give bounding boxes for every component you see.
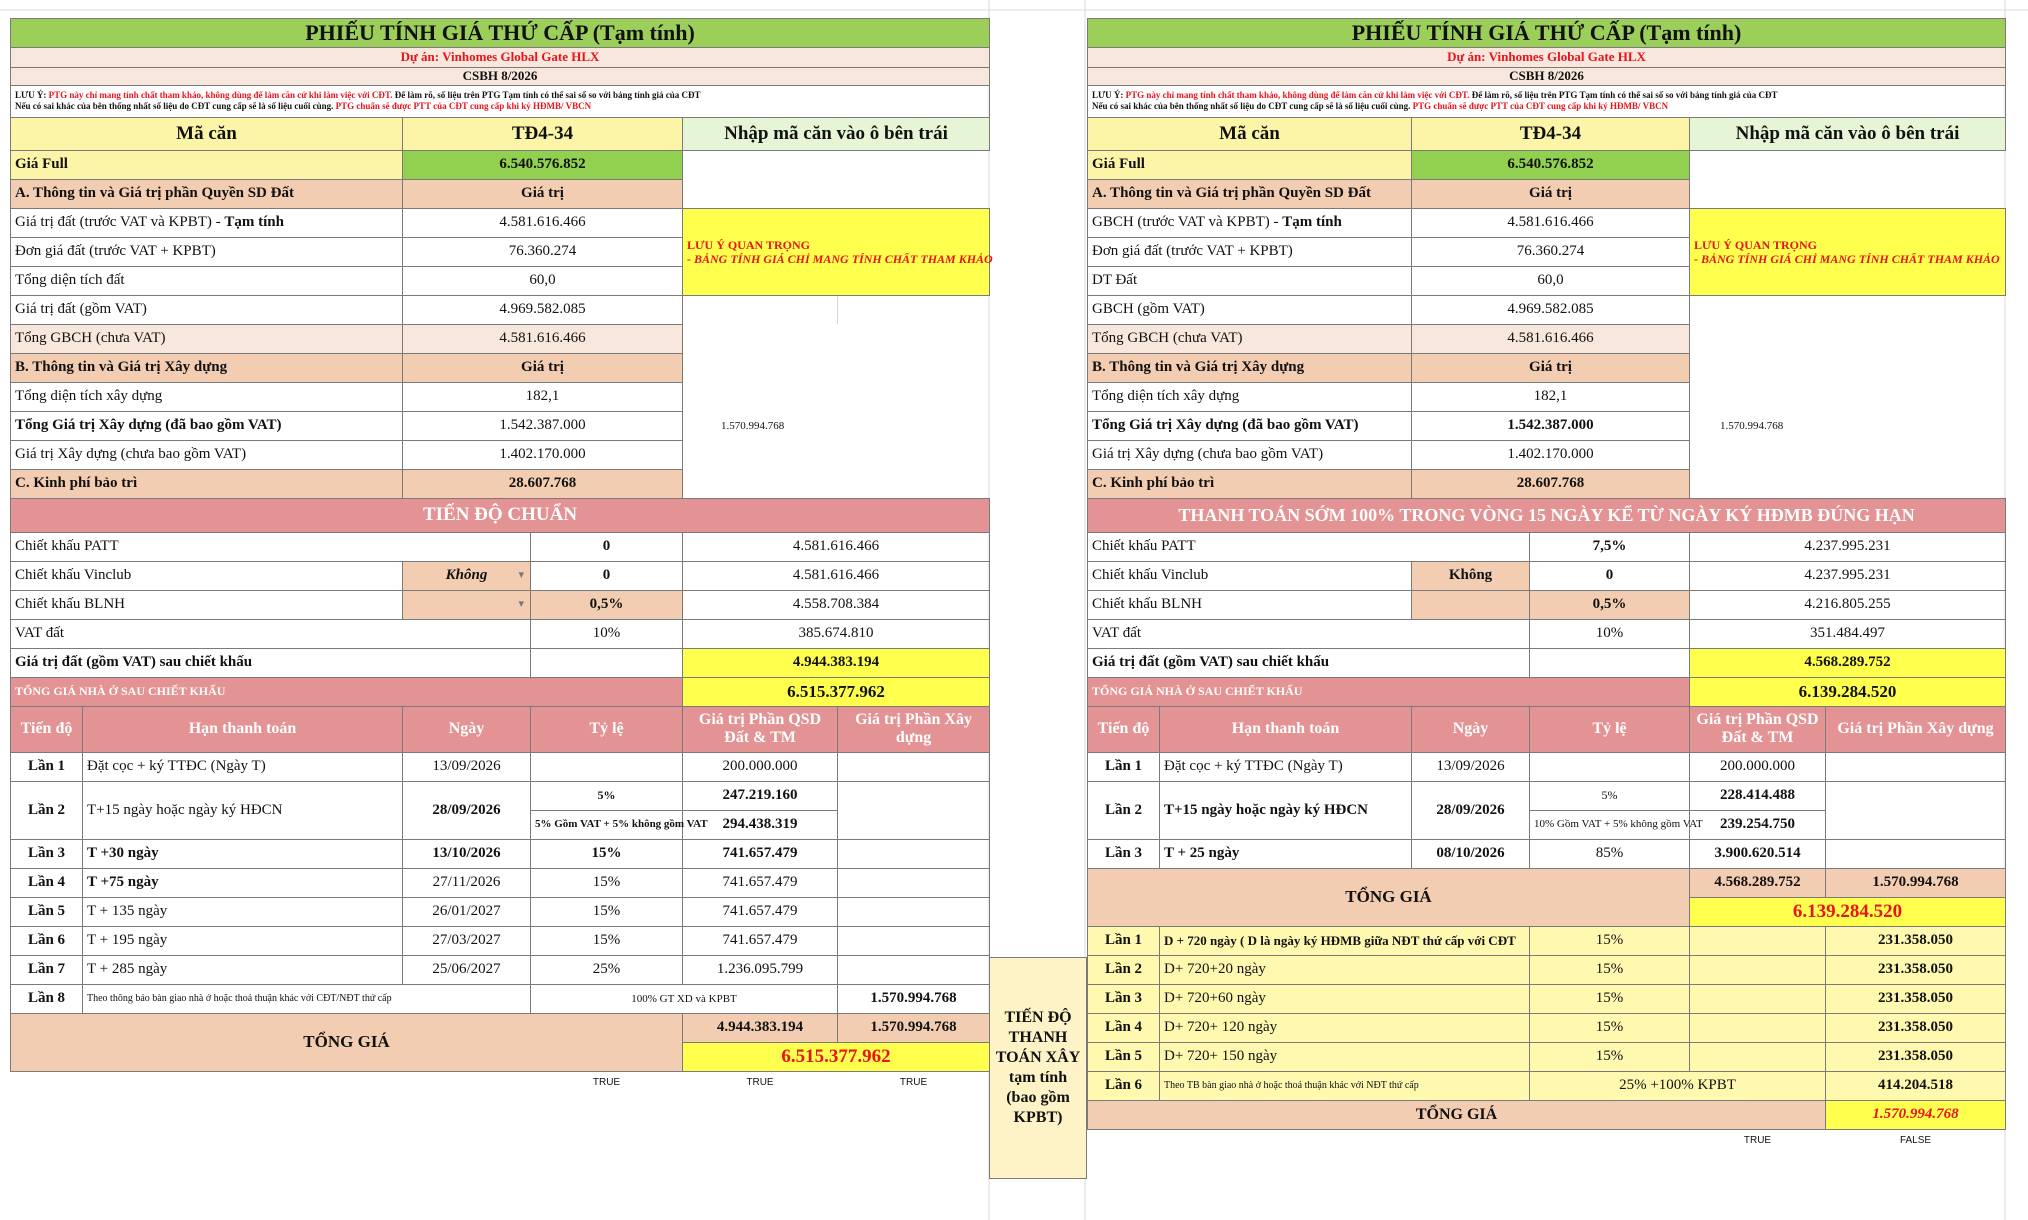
build-installment-no: Lần 1 — [1088, 926, 1160, 955]
installment-date: 13/09/2026 — [403, 752, 531, 781]
left-price-sheet — [10, 0, 993, 1093]
installment-term: T+15 ngày hoặc ngày ký HĐCN — [1160, 781, 1412, 839]
installment-land: 741.657.479 — [683, 926, 838, 955]
installment-term: T + 25 ngày — [1160, 839, 1412, 868]
build-installment-value: 231.358.050 — [1826, 926, 2006, 955]
discount-rate: 0 — [1530, 561, 1690, 590]
installment-date: 28/09/2026 — [403, 781, 531, 839]
b-row-label: Tổng Giá trị Xây dựng (đã bao gồm VAT) — [11, 411, 403, 440]
installment-land: 1.236.095.799 — [683, 955, 838, 984]
b-row-value: 1.402.170.000 — [1412, 440, 1690, 469]
project-name: Dự án: Vinhomes Global Gate HLX — [1088, 47, 2006, 67]
ma-can-hint: Nhập mã căn vào ô bên trái — [1690, 117, 2006, 150]
schedule-header: Tiến độ — [11, 706, 83, 752]
build-installment-term: Theo TB bàn giao nhà ở hoặc thoả thuận khác với NĐT thứ cấp — [1160, 1071, 1530, 1100]
installment-land: 239.254.750 — [1690, 810, 1826, 839]
section-a-heading: A. Thông tin và Giá trị phần Quyền SD Đất — [1088, 179, 1412, 208]
installment-rate: 10% Gồm VAT + 5% không gồm VAT — [1530, 810, 1690, 839]
a-row-label: DT Đất — [1088, 266, 1412, 295]
after-discount-value: 4.944.383.194 — [683, 648, 990, 677]
discount-label: VAT đất — [11, 619, 531, 648]
discount-value: 4.581.616.466 — [683, 532, 990, 561]
build-installment-rate: 15% — [1530, 955, 1690, 984]
schedule-header: Giá trị Phần Xây dựng — [838, 706, 990, 752]
ma-can-input[interactable]: TĐ4-34 — [403, 117, 683, 150]
a-row-value: 4.969.582.085 — [1412, 295, 1690, 324]
schedule-header: Giá trị Phần Xây dựng — [1826, 706, 2006, 752]
installment-no: Lần 1 — [1088, 752, 1160, 781]
installment-date: 28/09/2026 — [1412, 781, 1530, 839]
important-note: LƯU Ý QUAN TRỌNG - BẢNG TÍNH GIÁ CHỈ MANG TÍNH CHẤT THAM KHẢO — [683, 208, 990, 295]
installment-rate: 5% — [1530, 781, 1690, 810]
build-installment-no: Lần 5 — [1088, 1042, 1160, 1071]
project-name: Dự án: Vinhomes Global Gate HLX — [11, 47, 990, 67]
schedule-header: Tỷ lệ — [1530, 706, 1690, 752]
csbh-label: CSBH 8/2026 — [11, 67, 990, 85]
a-row-label: GBCH (trước VAT và KPBT) - Tạm tính — [1088, 208, 1412, 237]
a-row-value: 60,0 — [1412, 266, 1690, 295]
disclaimer-note: LƯU Ý: PTG này chỉ mang tính chất tham khảo, không dùng để làm căn cứ khi làm việc với CĐT. Để làm rõ, số liệu trên PTG Tạm tính có thể sai số so với bảng tính giá của CĐT Nếu có sai khác của bên thống nhất số liệu do CĐT cung cấp sẽ là số liệu cuối cùng. PTG chuẩn sẽ được PTT của CĐT cung cấp khi ký HĐMB/ VBCN — [11, 85, 990, 117]
gia-full-value: 6.540.576.852 — [403, 150, 683, 179]
total-after-value: 6.515.377.962 — [683, 677, 990, 706]
schedule-header: Ngày — [403, 706, 531, 752]
a-row-value: 4.581.616.466 — [1412, 324, 1690, 353]
installment-no: Lần 7 — [11, 955, 83, 984]
after-discount-value: 4.568.289.752 — [1690, 648, 2006, 677]
build-installment-term: D + 720 ngày ( D là ngày ký HĐMB giữa NĐT thứ cấp với CĐT — [1160, 926, 1530, 955]
build-installment-term: D+ 720+20 ngày — [1160, 955, 1530, 984]
b-row-label: Giá trị Xây dựng (chưa bao gồm VAT) — [1088, 440, 1412, 469]
check-flag: FALSE — [1899, 1134, 1932, 1146]
check-flag: TRUE — [592, 1076, 621, 1088]
a-row-label: Tổng GBCH (chưa VAT) — [1088, 324, 1412, 353]
installment-land: 200.000.000 — [683, 752, 838, 781]
kpbt-value: 28.607.768 — [403, 469, 683, 498]
discount-label: Chiết khấu Vinclub — [11, 561, 403, 590]
a-row-label: Đơn giá đất (trước VAT + KPBT) — [1088, 237, 1412, 266]
discount-value: 351.484.497 — [1690, 619, 2006, 648]
a-row-label: Đơn giá đất (trước VAT + KPBT) — [11, 237, 403, 266]
total-after-label: TỔNG GIÁ NHÀ Ở SAU CHIẾT KHẤU — [1088, 677, 1690, 706]
installment-land: 741.657.479 — [683, 868, 838, 897]
installment-term: T +75 ngày — [83, 868, 403, 897]
discount-value: 385.674.810 — [683, 619, 990, 648]
vinclub-dropdown[interactable]: Không — [1412, 561, 1530, 590]
installment-no: Lần 2 — [1088, 781, 1160, 839]
installment-term: T + 285 ngày — [83, 955, 403, 984]
section-c-heading: C. Kinh phí bảo trì — [1088, 469, 1412, 498]
installment-no: Lần 2 — [11, 781, 83, 839]
build-installment-value: 231.358.050 — [1826, 984, 2006, 1013]
installment-rate: 100% GT XD và KPBT — [531, 984, 838, 1013]
build-installment-no: Lần 2 — [1088, 955, 1160, 984]
installment-term: T + 195 ngày — [83, 926, 403, 955]
a-row-label: GBCH (gồm VAT) — [1088, 295, 1412, 324]
gia-full-label: Giá Full — [1088, 150, 1412, 179]
csbh-label: CSBH 8/2026 — [1088, 67, 2006, 85]
build-installment-rate: 25% +100% KPBT — [1530, 1071, 1826, 1100]
discount-label: Chiết khấu PATT — [1088, 532, 1530, 561]
sheet-title: PHIẾU TÍNH GIÁ THỨ CẤP (Tạm tính) — [1088, 18, 2006, 47]
installment-no: Lần 4 — [11, 868, 83, 897]
schedule-header: Tiến độ — [1088, 706, 1160, 752]
build-installment-value: 231.358.050 — [1826, 955, 2006, 984]
schedule-band-title: THANH TOÁN SỚM 100% TRONG VÒNG 15 NGÀY KỂ TỪ NGÀY KÝ HĐMB ĐÚNG HẠN — [1088, 498, 2006, 532]
installment-term: Đặt cọc + ký TTĐC (Ngày T) — [83, 752, 403, 781]
total-land: 4.568.289.752 — [1690, 868, 1826, 897]
installment-rate — [531, 752, 683, 781]
discount-label: Chiết khấu Vinclub — [1088, 561, 1412, 590]
section-b-heading: B. Thông tin và Giá trị Xây dựng — [11, 353, 403, 382]
kpbt-value: 28.607.768 — [1412, 469, 1690, 498]
discount-rate: 0 — [531, 532, 683, 561]
discount-value: 4.237.995.231 — [1690, 561, 2006, 590]
installment-no: Lần 3 — [1088, 839, 1160, 868]
a-row-label: Tổng GBCH (chưa VAT) — [11, 324, 403, 353]
installment-no: Lần 1 — [11, 752, 83, 781]
discount-label: Chiết khấu PATT — [11, 532, 531, 561]
blnh-dropdown[interactable] — [1412, 590, 1530, 619]
a-row-value: 76.360.274 — [403, 237, 683, 266]
discount-label: Chiết khấu BLNH — [11, 590, 403, 619]
section-a-value-header: Giá trị — [403, 179, 683, 208]
installment-date: 13/10/2026 — [403, 839, 531, 868]
installment-date: 25/06/2027 — [403, 955, 531, 984]
installment-no: Lần 8 — [11, 984, 83, 1013]
build-installment-value: 231.358.050 — [1826, 1013, 2006, 1042]
total-after-value: 6.139.284.520 — [1690, 677, 2006, 706]
installment-rate: 15% — [531, 926, 683, 955]
installment-term: T+15 ngày hoặc ngày ký HĐCN — [83, 781, 403, 839]
check-flag: TRUE — [899, 1076, 928, 1088]
installment-term: T + 135 ngày — [83, 897, 403, 926]
total-land: 4.944.383.194 — [683, 1013, 838, 1042]
section-a-heading: A. Thông tin và Giá trị phần Quyền SD Đất — [11, 179, 403, 208]
right-price-sheet — [1087, 0, 2006, 1151]
installment-land: 3.900.620.514 — [1690, 839, 1826, 868]
installment-rate: 15% — [531, 839, 683, 868]
check-flag: TRUE — [1743, 1134, 1772, 1146]
build-installment-term: D+ 720+ 150 ngày — [1160, 1042, 1530, 1071]
schedule-band-title: TIẾN ĐỘ CHUẨN — [11, 498, 990, 532]
b-row-value: 182,1 — [403, 382, 683, 411]
a-row-label: Tổng diện tích đất — [11, 266, 403, 295]
installment-term: T +30 ngày — [83, 839, 403, 868]
after-discount-label: Giá trị đất (gồm VAT) sau chiết khấu — [1088, 648, 1530, 677]
installment-no: Lần 3 — [11, 839, 83, 868]
ma-can-hint: Nhập mã căn vào ô bên trái — [683, 117, 990, 150]
schedule-header: Hạn thanh toán — [1160, 706, 1412, 752]
a-row-value: 4.969.582.085 — [403, 295, 683, 324]
installment-rate: 85% — [1530, 839, 1690, 868]
discount-value: 4.237.995.231 — [1690, 532, 2006, 561]
a-row-label: Giá trị đất (gồm VAT) — [11, 295, 403, 324]
total-after-label: TỔNG GIÁ NHÀ Ở SAU CHIẾT KHẤU — [11, 677, 683, 706]
b-row-value: 1.542.387.000 — [403, 411, 683, 440]
b-row-extra: 1.570.994.768 — [1720, 419, 1784, 432]
a-row-value: 4.581.616.466 — [403, 324, 683, 353]
ma-can-input[interactable]: TĐ4-34 — [1412, 117, 1690, 150]
build-installment-rate: 15% — [1530, 984, 1690, 1013]
installment-rate: 5% Gồm VAT + 5% không gồm VAT — [531, 810, 683, 839]
section-b-heading: B. Thông tin và Giá trị Xây dựng — [1088, 353, 1412, 382]
after-discount-label: Giá trị đất (gồm VAT) sau chiết khấu — [11, 648, 531, 677]
schedule-header: Hạn thanh toán — [83, 706, 403, 752]
installment-land: 294.438.319 — [683, 810, 838, 839]
gia-full-label: Giá Full — [11, 150, 403, 179]
build-installment-no: Lần 6 — [1088, 1071, 1160, 1100]
section-b-value-header: Giá trị — [1412, 353, 1690, 382]
total-build: 1.570.994.768 — [1826, 868, 2006, 897]
discount-label: VAT đất — [1088, 619, 1530, 648]
discount-value: 4.558.708.384 — [683, 590, 990, 619]
b-row-extra: 1.570.994.768 — [721, 419, 785, 432]
build-installment-rate: 15% — [1530, 1013, 1690, 1042]
b-row-value: 1.542.387.000 — [1412, 411, 1690, 440]
installment-land: 200.000.000 — [1690, 752, 1826, 781]
b-row-label: Tổng diện tích xây dựng — [1088, 382, 1412, 411]
grand-total: 6.515.377.962 — [683, 1042, 990, 1071]
discount-value: 4.216.805.255 — [1690, 590, 2006, 619]
total-label: TỔNG GIÁ — [11, 1013, 683, 1071]
a-row-value: 60,0 — [403, 266, 683, 295]
build-schedule-side-label: TIẾN ĐỘ THANH TOÁN XÂY tạm tính (bao gồm KPBT) — [989, 957, 1087, 1179]
installment-date: 27/11/2026 — [403, 868, 531, 897]
discount-value: 4.581.616.466 — [683, 561, 990, 590]
installment-land: 741.657.479 — [683, 897, 838, 926]
schedule-header: Giá trị Phần QSD Đất & TM — [683, 706, 838, 752]
installment-land: 228.414.488 — [1690, 781, 1826, 810]
build-installment-value: 414.204.518 — [1826, 1071, 2006, 1100]
schedule-header: Ngày — [1412, 706, 1530, 752]
build-total-value: 1.570.994.768 — [1826, 1100, 2006, 1129]
b-row-label: Tổng diện tích xây dựng — [11, 382, 403, 411]
total-label: TỔNG GIÁ — [1088, 868, 1690, 926]
schedule-header: Giá trị Phần QSD Đất & TM — [1690, 706, 1826, 752]
b-row-value: 182,1 — [1412, 382, 1690, 411]
ma-can-label: Mã căn — [1088, 117, 1412, 150]
installment-build: 1.570.994.768 — [838, 984, 990, 1013]
installment-term: Đặt cọc + ký TTĐC (Ngày T) — [1160, 752, 1412, 781]
check-flag: TRUE — [746, 1076, 774, 1088]
build-installment-no: Lần 3 — [1088, 984, 1160, 1013]
ma-can-label: Mã căn — [11, 117, 403, 150]
installment-term: Theo thông báo bàn giao nhà ở hoặc thoả thuận khác với CĐT/NĐT thứ cấp — [83, 984, 531, 1013]
discount-rate: 10% — [531, 619, 683, 648]
a-row-value: 76.360.274 — [1412, 237, 1690, 266]
a-row-label: Giá trị đất (trước VAT và KPBT) - Tạm tính — [11, 208, 403, 237]
discount-label: Chiết khấu BLNH — [1088, 590, 1412, 619]
discount-rate: 0 — [531, 561, 683, 590]
installment-rate: 15% — [531, 897, 683, 926]
installment-date: 08/10/2026 — [1412, 839, 1530, 868]
build-installment-term: D+ 720+ 120 ngày — [1160, 1013, 1530, 1042]
disclaimer-note: LƯU Ý: PTG này chỉ mang tính chất tham khảo, không dùng để làm căn cứ khi làm việc với CĐT. Để làm rõ, số liệu trên PTG Tạm tính có thể sai số so với bảng tính giá của CĐT Nếu có sai khác của bên thống nhất số liệu do CĐT cung cấp sẽ là số liệu cuối cùng. PTG chuẩn sẽ được PTT của CĐT cung cấp khi ký HĐMB/ VBCN — [1088, 85, 2006, 117]
build-total-label: TỔNG GIÁ — [1088, 1100, 1826, 1129]
sheet-title: PHIẾU TÍNH GIÁ THỨ CẤP (Tạm tính) — [11, 18, 990, 47]
schedule-header: Tỷ lệ — [531, 706, 683, 752]
build-installment-rate: 15% — [1530, 926, 1690, 955]
total-build: 1.570.994.768 — [838, 1013, 990, 1042]
discount-rate: 0,5% — [531, 590, 683, 619]
installment-rate: 25% — [531, 955, 683, 984]
installment-build — [838, 752, 990, 781]
b-row-value: 1.402.170.000 — [403, 440, 683, 469]
installment-date: 26/01/2027 — [403, 897, 531, 926]
build-installment-rate: 15% — [1530, 1042, 1690, 1071]
discount-rate: 10% — [1530, 619, 1690, 648]
installment-rate: 15% — [531, 868, 683, 897]
installment-rate: 5% — [531, 781, 683, 810]
grand-total: 6.139.284.520 — [1690, 897, 2006, 926]
installment-land: 741.657.479 — [683, 839, 838, 868]
build-installment-term: D+ 720+60 ngày — [1160, 984, 1530, 1013]
build-installment-no: Lần 4 — [1088, 1013, 1160, 1042]
installment-no: Lần 5 — [11, 897, 83, 926]
installment-land: 247.219.160 — [683, 781, 838, 810]
section-c-heading: C. Kinh phí bảo trì — [11, 469, 403, 498]
vinclub-dropdown[interactable]: Không ▾ — [403, 561, 531, 590]
a-row-value: 4.581.616.466 — [1412, 208, 1690, 237]
installment-date: 13/09/2026 — [1412, 752, 1530, 781]
installment-no: Lần 6 — [11, 926, 83, 955]
b-row-label: Tổng Giá trị Xây dựng (đã bao gồm VAT) — [1088, 411, 1412, 440]
section-b-value-header: Giá trị — [403, 353, 683, 382]
important-note: LƯU Ý QUAN TRỌNG - BẢNG TÍNH GIÁ CHỈ MANG TÍNH CHẤT THAM KHẢO — [1690, 208, 2006, 295]
gia-full-value: 6.540.576.852 — [1412, 150, 1690, 179]
a-row-value: 4.581.616.466 — [403, 208, 683, 237]
build-installment-value: 231.358.050 — [1826, 1042, 2006, 1071]
b-row-label: Giá trị Xây dựng (chưa bao gồm VAT) — [11, 440, 403, 469]
installment-date: 27/03/2027 — [403, 926, 531, 955]
blnh-dropdown[interactable] — [403, 590, 531, 619]
discount-rate: 7,5% — [1530, 532, 1690, 561]
discount-rate: 0,5% — [1530, 590, 1690, 619]
section-a-value-header: Giá trị — [1412, 179, 1690, 208]
